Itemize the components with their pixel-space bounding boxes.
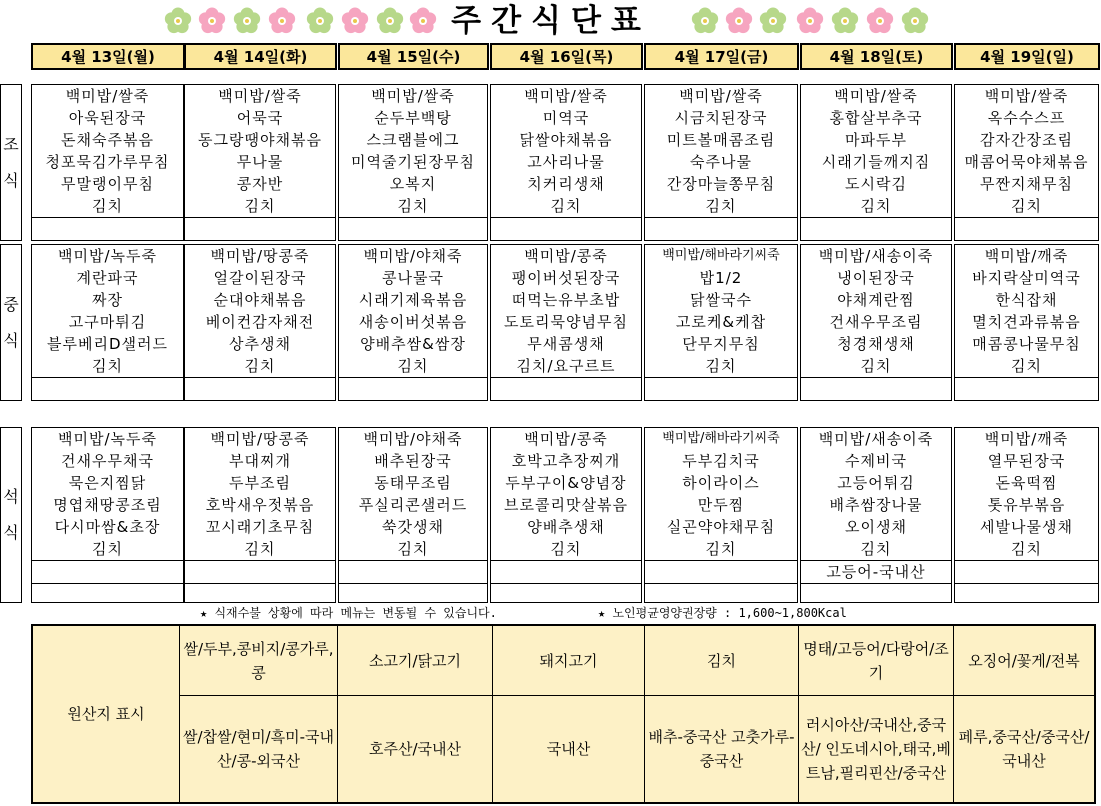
menu-item: 두부김치국	[682, 452, 760, 470]
menu-item: 김치	[1011, 197, 1042, 215]
flower-icon	[758, 6, 788, 36]
day-header: 4월 17일(금)	[644, 43, 799, 70]
menu-item: 간장마늘쫑무침	[666, 175, 776, 193]
menu-item: 마파두부	[845, 131, 907, 149]
menu-item: 부대찌개	[229, 452, 291, 470]
empty-row	[185, 583, 335, 606]
menu-item: 김치	[244, 197, 276, 215]
empty-row	[801, 583, 951, 606]
menu-cell	[184, 84, 336, 241]
menu-item: 무나물	[236, 153, 284, 171]
empty-row	[185, 377, 335, 400]
menu-item: 무새콤생채	[527, 335, 605, 353]
menu-item: 김치	[705, 357, 737, 375]
menu-item: 김치	[92, 540, 123, 558]
menu-cell	[954, 244, 1099, 401]
notice-nutrition: ★ 노인평균영양권장량 : 1,600~1,800Kcal	[598, 606, 847, 620]
menu-item: 어묵국	[236, 109, 284, 127]
menu-item: 백미밥/쌀죽	[218, 87, 302, 105]
menu-item: 백미밥/야채죽	[363, 430, 463, 448]
menu-cell	[338, 84, 488, 241]
menu-cell	[31, 84, 184, 241]
menu-item: 무말랭이무침	[61, 175, 154, 193]
menu-item: 고구마튀김	[68, 313, 147, 331]
flower-icon	[267, 6, 297, 36]
empty-row	[339, 217, 487, 240]
empty-row	[955, 560, 1098, 583]
title-row	[0, 0, 1101, 42]
menu-item: 양배추생채	[527, 518, 605, 536]
menu-cell	[184, 427, 336, 603]
menu-cell	[644, 84, 798, 241]
menu-item: 김치	[92, 357, 123, 375]
menu-item: 백미밥/녹두죽	[58, 247, 157, 265]
menu-item: 시래기들깨지짐	[821, 153, 931, 171]
empty-row	[339, 377, 487, 400]
menu-item: 김치/요구르트	[516, 357, 616, 375]
origin-item: 쌀/두부,콩비지/콩가루,콩	[180, 626, 338, 696]
menu-item: 호박새우젓볶음	[205, 496, 315, 514]
menu-item: 미트볼매콤조림	[666, 131, 776, 149]
menu-item: 백미밥/땅콩죽	[210, 430, 310, 448]
menu-item: 묵은지찜닭	[68, 474, 147, 492]
menu-item: 콩나물국	[382, 269, 444, 287]
origin-item: 돼지고기	[493, 626, 645, 696]
empty-row	[32, 377, 183, 400]
menu-item: 감자간장조림	[980, 131, 1073, 149]
menu-item: 백미밥/새송이죽	[818, 247, 934, 265]
flower-icon	[830, 6, 860, 36]
menu-item: 청포묵김가루무침	[45, 153, 170, 171]
menu-item: 김치	[1011, 540, 1042, 558]
menu-item: 건새우무채국	[61, 452, 154, 470]
menu-item: 옥수수스프	[987, 109, 1066, 127]
menu-item: 백미밥/콩죽	[524, 247, 608, 265]
origin-item: 명태/고등어/다랑어/조기	[799, 626, 954, 696]
menu-item: 짜장	[92, 291, 123, 309]
menu-item: 브로콜리맛살볶음	[504, 496, 628, 514]
menu-item: 호박고추장찌개	[511, 452, 621, 470]
empty-row	[491, 583, 641, 606]
menu-item: 김치	[550, 540, 582, 558]
empty-row	[801, 377, 951, 400]
menu-item: 김치	[705, 540, 737, 558]
menu-item: 백미밥/땅콩죽	[210, 247, 310, 265]
menu-item: 동태무조림	[374, 474, 452, 492]
menu-item: 김치	[860, 197, 892, 215]
menu-cell	[954, 84, 1099, 241]
flower-icon	[197, 6, 227, 36]
meal-label	[0, 427, 22, 603]
menu-item: 오이생채	[845, 518, 907, 536]
menu-cell	[800, 84, 952, 241]
flower-icon	[340, 6, 370, 36]
menu-item: 치커리생채	[527, 175, 605, 193]
menu-cell	[338, 427, 488, 603]
menu-cell	[184, 244, 336, 401]
menu-item: 닭쌀국수	[690, 291, 752, 309]
menu-item: 고로케&케찹	[675, 313, 767, 331]
menu-item: 숙주나물	[690, 153, 752, 171]
menu-item: 멸치견과류볶음	[972, 313, 1081, 331]
menu-item: 순대야채볶음	[213, 291, 307, 309]
menu-item: 김치	[397, 540, 429, 558]
menu-item: 푸실리콘샐러드	[358, 496, 468, 514]
menu-item: 백미밥/야채죽	[363, 247, 463, 265]
flower-icon	[305, 6, 335, 36]
meal-label-char: 식	[3, 330, 19, 350]
menu-item: 아욱된장국	[68, 109, 147, 127]
origin-source: 쌀/찹쌀/현미/흑미-국내산/콩-외국산	[180, 696, 338, 802]
menu-item: 미역줄기된장무침	[351, 153, 475, 171]
empty-row	[645, 560, 797, 583]
empty-row	[339, 560, 487, 583]
menu-item: 바지락살미역국	[972, 269, 1081, 287]
menu-item: 돈육떡찜	[995, 474, 1058, 492]
empty-row	[955, 217, 1098, 240]
menu-item: 야채계란찜	[837, 291, 915, 309]
menu-item: 백미밥/새송이죽	[818, 430, 934, 448]
menu-cell	[338, 244, 488, 401]
flower-icon	[900, 6, 930, 36]
menu-item: 두부구이&양념장	[505, 474, 627, 492]
menu-item: 쑥갓생채	[382, 518, 444, 536]
menu-item: 백미밥/쌀죽	[679, 87, 763, 105]
menu-item: 블루베리D샐러드	[47, 335, 168, 353]
menu-item: 매콤콩나물무침	[972, 335, 1081, 353]
empty-row	[32, 217, 183, 240]
empty-row	[491, 217, 641, 240]
empty-row	[645, 583, 797, 606]
empty-row	[955, 377, 1098, 400]
menu-item: 시금치된장국	[674, 109, 768, 127]
day-header: 4월 14일(화)	[184, 43, 337, 70]
menu-cell	[31, 427, 184, 603]
menu-item: 김치	[1011, 357, 1042, 375]
menu-item: 떠먹는유부초밥	[511, 291, 621, 309]
menu-item: 세발나물생채	[980, 518, 1073, 536]
flower-icon	[795, 6, 825, 36]
menu-item: 건새우무조림	[829, 313, 923, 331]
menu-item: 콩자반	[236, 175, 284, 193]
menu-item: 도토리묵양념무침	[504, 313, 628, 331]
meal-label-char: 중	[3, 294, 19, 314]
origin-item: 오징어/꽃게/전복	[954, 626, 1094, 696]
menu-item: 도시락김	[845, 175, 907, 193]
menu-item: 백미밥/쌀죽	[984, 87, 1069, 105]
menu-item: 만두찜	[697, 496, 745, 514]
menu-cell	[954, 427, 1099, 603]
menu-cell	[490, 244, 642, 401]
menu-item: 톳유부볶음	[987, 496, 1066, 514]
menu-item: 무짠지채무침	[980, 175, 1073, 193]
menu-item: 하이라이스	[682, 474, 760, 492]
empty-row	[32, 583, 183, 606]
menu-item: 양배추쌈&쌈장	[360, 335, 466, 353]
empty-row	[645, 217, 797, 240]
origin-source: 배추-중국산 고춧가루-중국산	[645, 696, 799, 802]
menu-item: 백미밥/깨죽	[984, 247, 1069, 265]
menu-item: 오복지	[389, 175, 437, 193]
menu-item: 매콤어묵야채볶음	[964, 153, 1089, 171]
menu-item: 백미밥/깨죽	[984, 430, 1069, 448]
menu-item: 김치	[860, 540, 892, 558]
menu-item: 열무된장국	[987, 452, 1066, 470]
origin-source: 국내산	[493, 696, 645, 802]
origin-source: 페루,중국산/중국산/국내산	[958, 728, 1090, 770]
menu-item: 배추된장국	[374, 452, 452, 470]
menu-cell	[644, 427, 798, 603]
day-header: 4월 15일(수)	[338, 43, 489, 70]
flower-icon	[232, 6, 262, 36]
menu-item: 미역국	[542, 109, 590, 127]
day-header: 4월 13일(월)	[31, 43, 185, 70]
empty-row	[955, 583, 1098, 606]
meal-label-char: 식	[3, 170, 19, 190]
meal-label-char: 식	[3, 523, 19, 542]
menu-item: 동그랑땡야채볶음	[198, 131, 322, 149]
empty-row	[185, 560, 335, 583]
menu-cell	[31, 244, 184, 401]
menu-cell	[800, 427, 952, 603]
empty-row	[185, 217, 335, 240]
menu-item: 백미밥/해바라기씨죽	[662, 431, 780, 446]
menu-item: 김치	[244, 540, 276, 558]
origin-label: 원산지 표시	[33, 626, 180, 802]
menu-cell	[490, 84, 642, 241]
menu-item: 상추생채	[229, 335, 291, 353]
menu-item: 김치	[705, 197, 737, 215]
empty-row	[339, 583, 487, 606]
menu-item: 홍합살부추국	[829, 109, 923, 127]
day-header: 4월 16일(목)	[490, 43, 643, 70]
menu-item: 고등어튀김	[837, 474, 915, 492]
menu-item: 돈채숙주볶음	[61, 131, 154, 149]
menu-item: 김치	[550, 197, 582, 215]
menu-item: 시래기제육볶음	[358, 291, 468, 309]
day-header: 4월 19일(일)	[954, 43, 1100, 70]
menu-item: 청경채생채	[837, 335, 915, 353]
menu-item: 김치	[92, 197, 123, 215]
menu-item: 배추쌈장나물	[829, 496, 923, 514]
empty-row	[491, 377, 641, 400]
menu-item: 두부조림	[229, 474, 291, 492]
meal-label-char: 석	[3, 487, 19, 506]
menu-item: 얼갈이된장국	[213, 269, 307, 287]
menu-item: 백미밥/쌀죽	[834, 87, 918, 105]
meal-label-char: 조	[3, 134, 19, 154]
menu-item: 계란파국	[76, 269, 139, 287]
menu-item: 수제비국	[845, 452, 907, 470]
menu-item: 닭쌀야채볶음	[519, 131, 613, 149]
flower-icon	[724, 6, 754, 36]
menu-cell	[490, 427, 642, 603]
flower-icon	[865, 6, 895, 36]
empty-row	[645, 377, 797, 400]
menu-item: 백미밥/쌀죽	[65, 87, 150, 105]
flower-icon	[375, 6, 405, 36]
empty-row	[32, 560, 183, 583]
menu-item: 다시마쌈&초장	[54, 518, 161, 536]
menu-item: 한식잡채	[995, 291, 1058, 309]
menu-item: 팽이버섯된장국	[511, 269, 621, 287]
flower-icon	[690, 6, 720, 36]
meal-label	[0, 84, 22, 241]
flower-icon	[163, 6, 193, 36]
menu-item: 냉이된장국	[837, 269, 915, 287]
menu-item: 백미밥/콩죽	[524, 430, 608, 448]
menu-item: 백미밥/쌀죽	[524, 87, 608, 105]
origin-source: 호주산/국내산	[338, 696, 493, 802]
menu-item: 김치	[860, 357, 892, 375]
empty-row	[801, 217, 951, 240]
origin-source: 러시아산/국내산,중국산/ 인도네시아,태국,베트남,필리핀산/중국산	[799, 696, 954, 802]
menu-item: 순두부백탕	[374, 109, 452, 127]
menu-item: 스크램블에그	[366, 131, 460, 149]
menu-cell	[644, 244, 798, 401]
origin-table	[31, 624, 1096, 804]
menu-item: 김치	[397, 357, 429, 375]
menu-item: 백미밥/쌀죽	[371, 87, 455, 105]
menu-item: 새송이버섯볶음	[358, 313, 468, 331]
menu-item: 단무지무침	[682, 335, 760, 353]
menu-item: 김치	[244, 357, 276, 375]
empty-row	[491, 560, 641, 583]
origin-item: 김치	[645, 626, 799, 696]
menu-item: 백미밥/녹두죽	[58, 430, 157, 448]
menu-item: 명엽채땅콩조림	[53, 496, 162, 514]
notice-menu-change: ★ 식재수불 상황에 따라 메뉴는 변동될 수 있습니다.	[200, 606, 497, 620]
menu-item: 고사리나물	[527, 153, 605, 171]
menu-item: 고등어-국내산	[801, 560, 951, 583]
menu-item: 실곤약야채무침	[666, 518, 776, 536]
menu-item: 꼬시래기초무침	[205, 518, 315, 536]
menu-item: 밥1/2	[699, 269, 743, 287]
day-header: 4월 18일(토)	[800, 43, 953, 70]
menu-cell	[800, 244, 952, 401]
page-title: 주간식단표	[451, 3, 651, 39]
menu-item: 베이컨감자채전	[205, 313, 315, 331]
menu-item: 김치	[397, 197, 429, 215]
menu-item: 백미밥/해바라기씨죽	[662, 248, 780, 263]
origin-item: 소고기/닭고기	[338, 626, 493, 696]
meal-label	[0, 244, 22, 401]
